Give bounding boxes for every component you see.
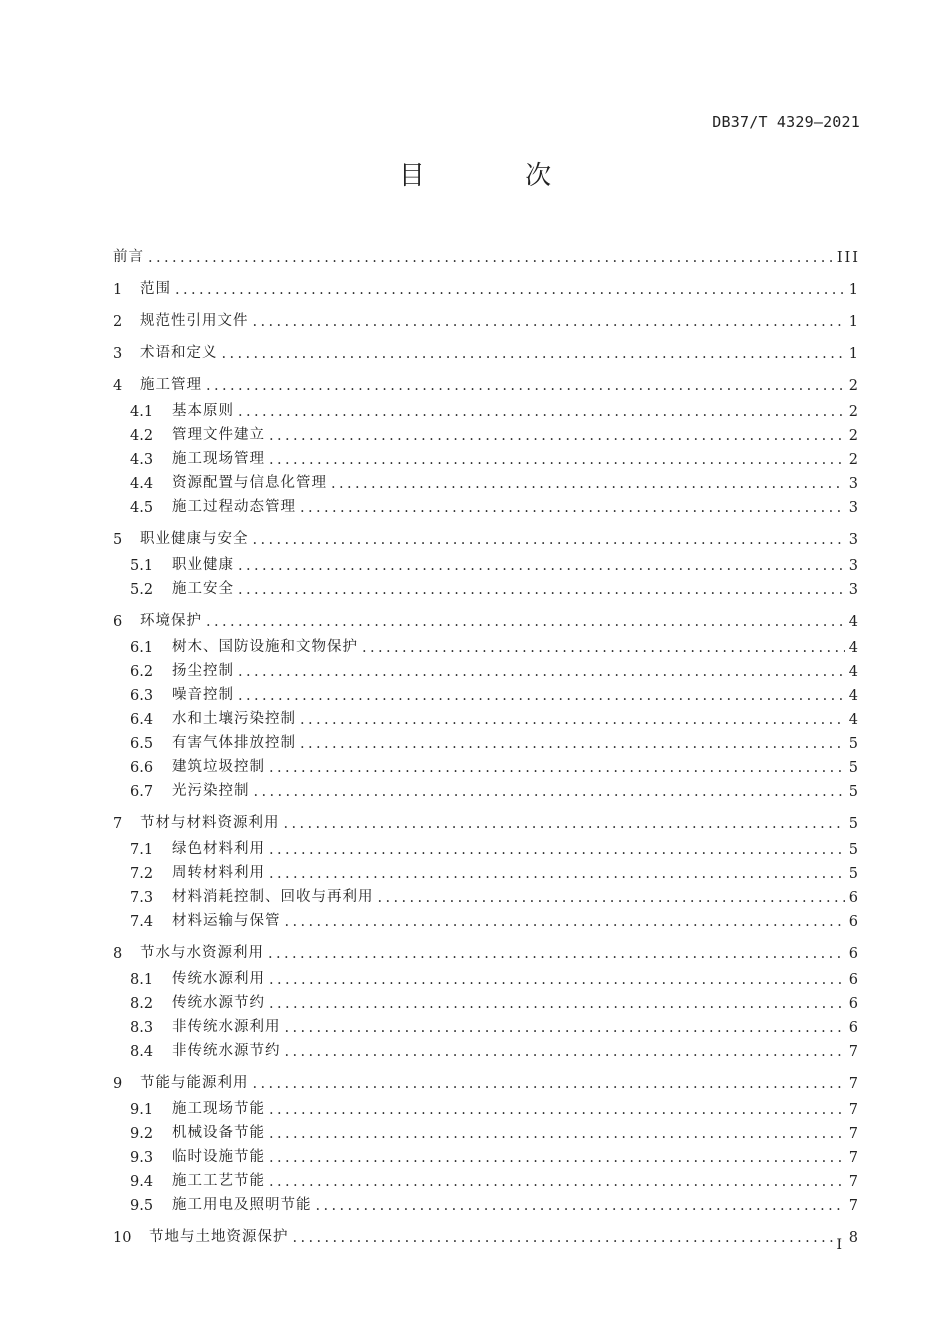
toc-leader-dots	[284, 816, 845, 832]
toc-entry-label: 施工现场管理	[172, 451, 265, 467]
toc-leader-dots	[285, 1044, 845, 1060]
toc-entry-number: 4.1	[130, 404, 154, 420]
toc-entry-label: 职业健康	[172, 557, 234, 573]
toc-leader-dots	[238, 558, 845, 574]
toc-leader-dots	[293, 1230, 845, 1246]
toc-entry-number: 7	[113, 816, 123, 832]
toc-leader-dots	[269, 760, 845, 776]
toc-entry-label: 材料消耗控制、回收与再利用	[172, 889, 374, 905]
toc-entry-page: 3	[848, 500, 860, 516]
toc-leader-dots	[253, 1076, 845, 1092]
toc-entry-number: 9.2	[130, 1126, 154, 1142]
toc-leader-dots	[269, 428, 845, 444]
toc-entry[interactable]	[113, 1038, 860, 1060]
toc-entry-label: 周转材料利用	[172, 865, 265, 881]
toc-entry-page: 4	[848, 664, 860, 680]
toc-leader-dots	[269, 1102, 845, 1118]
toc-entry[interactable]	[113, 526, 860, 548]
toc-entry-label: 有害气体排放控制	[172, 735, 296, 751]
toc-entry-label: 规范性引用文件	[140, 313, 249, 329]
toc-entry-number: 9.3	[130, 1150, 154, 1166]
toc-leader-dots	[238, 688, 845, 704]
toc-entry-page: 4	[848, 712, 860, 728]
toc-entry-number: 5.1	[130, 558, 154, 574]
toc-entry-label: 非传统水源节约	[172, 1043, 281, 1059]
toc-entry-number: 8	[113, 946, 123, 962]
toc-entry-label: 光污染控制	[172, 783, 250, 799]
toc-entry-label: 管理文件建立	[172, 427, 265, 443]
toc-entry[interactable]	[113, 1144, 860, 1166]
toc-leader-dots	[300, 736, 845, 752]
toc-entry[interactable]	[113, 990, 860, 1012]
toc-entry-page: 8	[848, 1230, 860, 1246]
toc-entry-page: 5	[848, 760, 860, 776]
toc-entry[interactable]	[113, 308, 860, 330]
toc-leader-dots	[175, 282, 845, 298]
toc-entry-page: 6	[848, 972, 860, 988]
toc-entry-number: 7.2	[130, 866, 154, 882]
toc-entry-label: 施工用电及照明节能	[172, 1197, 312, 1213]
toc-entry-number: 4.2	[130, 428, 154, 444]
page-title: 目 次	[398, 161, 598, 191]
toc-leader-dots	[148, 250, 833, 266]
toc-leader-dots	[222, 346, 845, 362]
toc-entry-label: 范围	[140, 281, 171, 297]
toc-leader-dots	[238, 664, 845, 680]
toc-entry-label: 施工管理	[140, 377, 202, 393]
toc-leader-dots	[269, 1174, 845, 1190]
toc-entry-label: 树木、国防设施和文物保护	[172, 639, 358, 655]
toc-entry-number: 8.3	[130, 1020, 154, 1036]
toc-entry-page: 7	[848, 1150, 860, 1166]
toc-entry-number: 8.2	[130, 996, 154, 1012]
toc-entry-label: 基本原则	[172, 403, 234, 419]
toc-entry-label: 施工现场节能	[172, 1101, 265, 1117]
toc-entry-number: 6.7	[130, 784, 154, 800]
toc-entry-label: 材料运输与保管	[172, 913, 281, 929]
toc-entry[interactable]	[113, 1168, 860, 1190]
toc-entry[interactable]	[113, 730, 860, 752]
toc-entry-page: 7	[848, 1044, 860, 1060]
toc-entry-number: 8.1	[130, 972, 154, 988]
toc-leader-dots	[253, 314, 845, 330]
toc-entry-number: 4.4	[130, 476, 154, 492]
toc-entry[interactable]	[113, 860, 860, 882]
toc-entry-page: 6	[848, 1020, 860, 1036]
toc-leader-dots	[206, 378, 845, 394]
toc-entry-number: 6.5	[130, 736, 154, 752]
toc-leader-dots	[269, 1150, 845, 1166]
toc-entry[interactable]	[113, 658, 860, 680]
toc-leader-dots	[378, 890, 845, 906]
toc-leader-dots	[285, 914, 845, 930]
toc-entry-label: 施工工艺节能	[172, 1173, 265, 1189]
toc-entry-page: 6	[848, 946, 860, 962]
toc-entry[interactable]	[113, 446, 860, 468]
toc-entry-label: 临时设施节能	[172, 1149, 265, 1165]
toc-entry-number: 6.3	[130, 688, 154, 704]
toc-leader-dots	[316, 1198, 845, 1214]
toc-entry-label: 水和土壤污染控制	[172, 711, 296, 727]
toc-entry[interactable]	[113, 940, 860, 962]
toc-entry-number: 9.1	[130, 1102, 154, 1118]
toc-entry-number: 8.4	[130, 1044, 154, 1060]
toc-entry-number: 4.3	[130, 452, 154, 468]
toc-leader-dots	[206, 614, 845, 630]
toc-entry-label: 施工过程动态管理	[172, 499, 296, 515]
toc-entry-number: 5.2	[130, 582, 154, 598]
toc-entry[interactable]	[113, 836, 860, 858]
toc-entry-label: 机械设备节能	[172, 1125, 265, 1141]
toc-entry-label: 节能与能源利用	[140, 1075, 249, 1091]
toc-entry-page: 1	[848, 282, 860, 298]
toc-entry-page: 2	[848, 404, 860, 420]
toc-leader-dots	[331, 476, 845, 492]
toc-entry[interactable]	[113, 706, 860, 728]
toc-entry-page: 1	[848, 314, 860, 330]
toc-entry-number: 7.4	[130, 914, 154, 930]
toc-entry-label: 扬尘控制	[172, 663, 234, 679]
toc-leader-dots	[285, 1020, 845, 1036]
toc-leader-dots	[269, 452, 845, 468]
toc-entry-page: 5	[848, 842, 860, 858]
toc-entry[interactable]	[113, 1224, 860, 1246]
toc-entry-page: 4	[848, 688, 860, 704]
toc-entry-number: 4.5	[130, 500, 154, 516]
toc-leader-dots	[268, 946, 845, 962]
toc-entry-label: 传统水源利用	[172, 971, 265, 987]
toc-entry-label: 节水与水资源利用	[140, 945, 264, 961]
toc-entry-page: 7	[848, 1102, 860, 1118]
toc-entry[interactable]	[113, 634, 860, 656]
toc-entry-page: 7	[848, 1076, 860, 1092]
toc-entry-number: 2	[113, 314, 123, 330]
toc-entry-page: III	[836, 250, 860, 266]
toc-entry[interactable]	[113, 276, 860, 298]
toc-entry-number: 6.4	[130, 712, 154, 728]
toc-entry[interactable]	[113, 778, 860, 800]
toc-entry[interactable]	[113, 244, 860, 266]
toc-entry-page: 5	[848, 736, 860, 752]
toc-entry[interactable]	[113, 966, 860, 988]
toc-entry-number: 9	[113, 1076, 123, 1092]
toc-entry-label: 非传统水源利用	[172, 1019, 281, 1035]
toc-entry-number: 6.1	[130, 640, 154, 656]
toc-entry-page: 6	[848, 890, 860, 906]
toc-entry-number: 9.4	[130, 1174, 154, 1190]
toc-entry-label: 节材与材料资源利用	[140, 815, 280, 831]
toc-entry-number: 6	[113, 614, 123, 630]
toc-entry-label: 建筑垃圾控制	[172, 759, 265, 775]
toc-entry-label: 绿色材料利用	[172, 841, 265, 857]
standard-code: DB37/T 4329—2021	[712, 113, 860, 131]
toc-entry[interactable]	[113, 754, 860, 776]
toc-entry-number: 6.6	[130, 760, 154, 776]
toc-entry-label: 施工安全	[172, 581, 234, 597]
toc-entry-label: 前言	[113, 249, 144, 265]
toc-leader-dots	[269, 972, 845, 988]
toc-entry[interactable]	[113, 1120, 860, 1142]
toc-entry-number: 1	[113, 282, 123, 298]
toc-entry-page: 7	[848, 1198, 860, 1214]
page-number: I	[836, 1237, 842, 1253]
toc-entry-number: 4	[113, 378, 123, 394]
toc-entry-label: 节地与土地资源保护	[149, 1229, 289, 1245]
toc-entry-page: 2	[848, 378, 860, 394]
toc-entry-label: 环境保护	[140, 613, 202, 629]
toc-leader-dots	[300, 500, 845, 516]
toc-leader-dots	[269, 842, 845, 858]
toc-entry-number: 9.5	[130, 1198, 154, 1214]
toc-entry-page: 6	[848, 914, 860, 930]
toc-entry-number: 3	[113, 346, 123, 362]
toc-entry-page: 2	[848, 452, 860, 468]
toc-entry-label: 噪音控制	[172, 687, 234, 703]
toc-entry[interactable]	[113, 372, 860, 394]
toc-entry-page: 3	[848, 476, 860, 492]
toc-entry-page: 3	[848, 558, 860, 574]
toc-entry[interactable]	[113, 340, 860, 362]
toc-entry-number: 6.2	[130, 664, 154, 680]
toc-entry-number: 10	[113, 1230, 132, 1246]
toc-entry-page: 4	[848, 614, 860, 630]
toc-leader-dots	[238, 404, 845, 420]
toc-entry[interactable]	[113, 810, 860, 832]
toc-entry[interactable]	[113, 1070, 860, 1092]
toc-entry[interactable]	[113, 884, 860, 906]
toc-entry[interactable]	[113, 422, 860, 444]
toc-leader-dots	[300, 712, 845, 728]
toc-entry-page: 1	[848, 346, 860, 362]
toc-entry[interactable]	[113, 1192, 860, 1214]
toc-entry-number: 5	[113, 532, 123, 548]
toc-entry-label: 传统水源节约	[172, 995, 265, 1011]
toc-leader-dots	[362, 640, 845, 656]
toc-entry-number: 7.3	[130, 890, 154, 906]
toc-entry-label: 术语和定义	[140, 345, 218, 361]
toc-entry[interactable]	[113, 908, 860, 930]
toc-entry-page: 5	[848, 816, 860, 832]
toc-leader-dots	[238, 582, 845, 598]
toc-entry-page: 6	[848, 996, 860, 1012]
toc-entry-page: 5	[848, 784, 860, 800]
toc-entry[interactable]	[113, 1096, 860, 1118]
toc-entry[interactable]	[113, 608, 860, 630]
toc-entry-page: 7	[848, 1174, 860, 1190]
toc-entry-page: 7	[848, 1126, 860, 1142]
toc-entry[interactable]	[113, 1014, 860, 1036]
toc-leader-dots	[254, 784, 845, 800]
toc-entry[interactable]	[113, 398, 860, 420]
toc-entry[interactable]	[113, 470, 860, 492]
toc-entry[interactable]	[113, 552, 860, 574]
toc-entry-page: 2	[848, 428, 860, 444]
toc-entry[interactable]	[113, 494, 860, 516]
toc-leader-dots	[269, 866, 845, 882]
toc-entry[interactable]	[113, 576, 860, 598]
toc-leader-dots	[269, 996, 845, 1012]
toc-leader-dots	[253, 532, 845, 548]
toc-entry-page: 3	[848, 532, 860, 548]
toc-entry-label: 资源配置与信息化管理	[172, 475, 327, 491]
toc-leader-dots	[269, 1126, 845, 1142]
toc-entry-label: 职业健康与安全	[140, 531, 249, 547]
toc-entry-page: 4	[848, 640, 860, 656]
toc-entry[interactable]	[113, 682, 860, 704]
toc-entry-page: 5	[848, 866, 860, 882]
toc-entry-number: 7.1	[130, 842, 154, 858]
toc-entry-page: 3	[848, 582, 860, 598]
